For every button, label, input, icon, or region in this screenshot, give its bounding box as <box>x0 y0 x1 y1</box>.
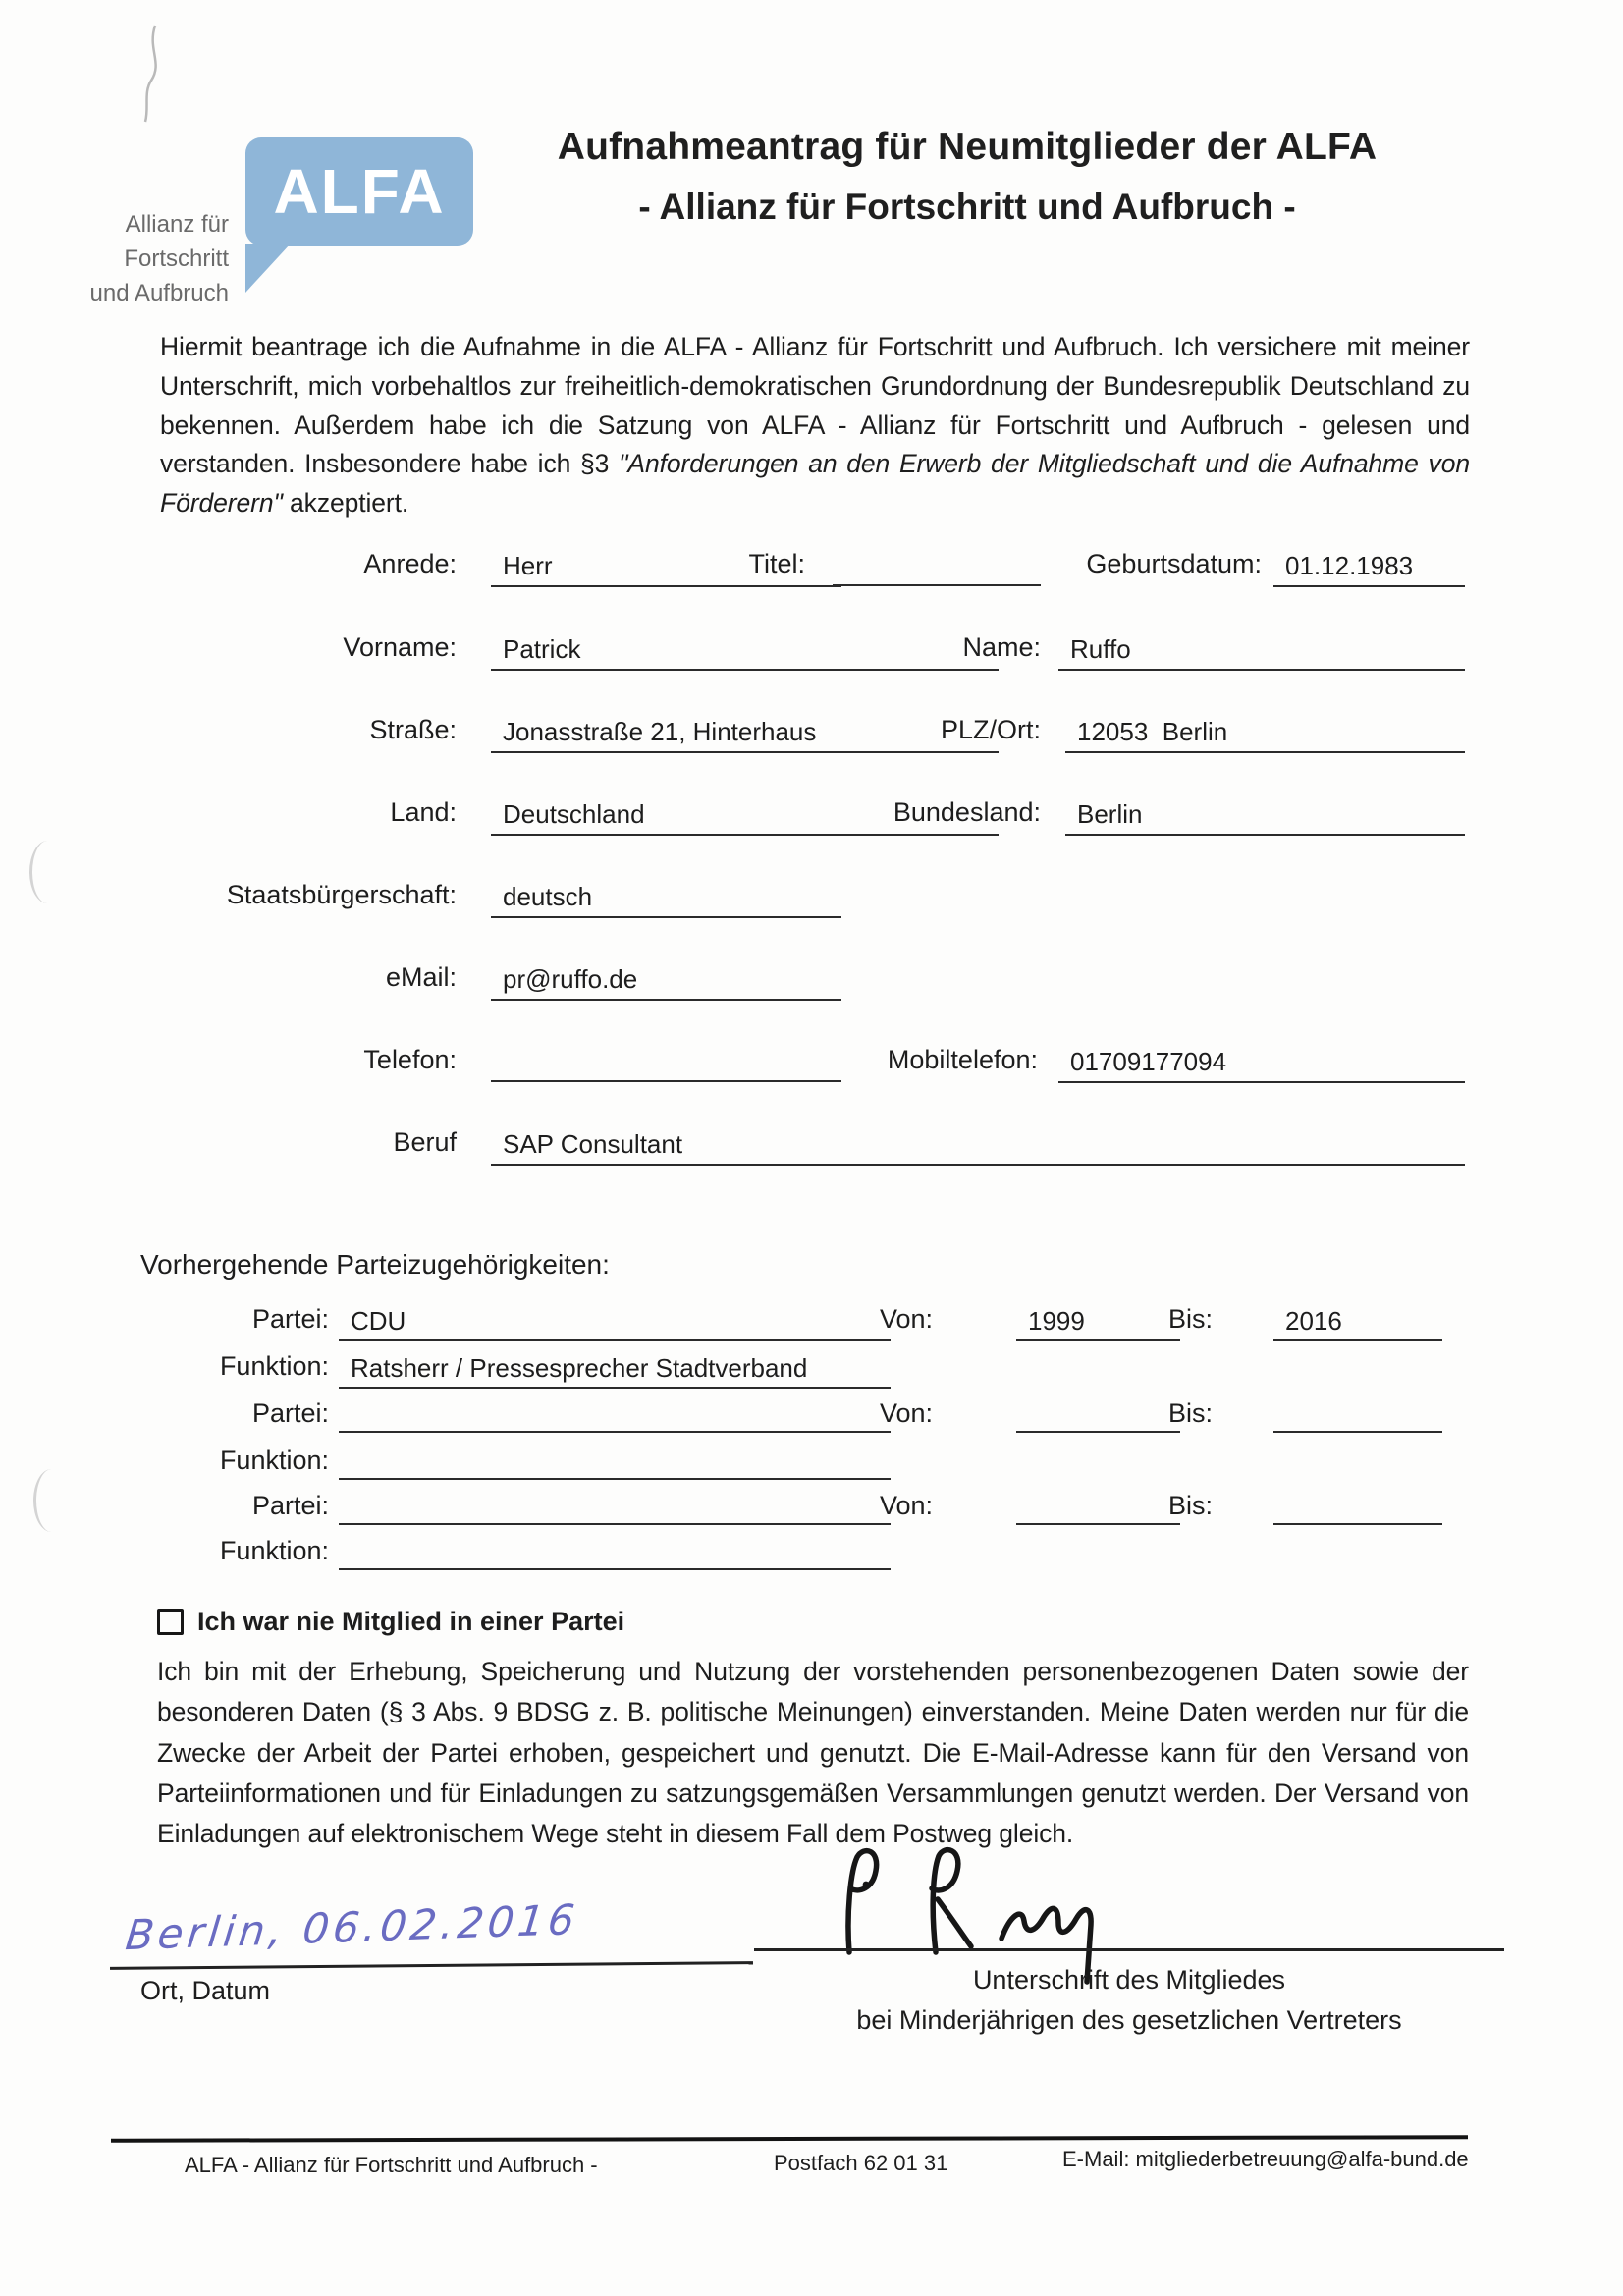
signature-caption <box>754 1960 1504 2040</box>
funktion-field-2 <box>339 1448 891 1480</box>
bis-field-1: 2016 <box>1273 1306 1442 1341</box>
consent-paragraph: Ich bin mit der Erhebung, Speicherung und Nutzung der vorstehenden personenbezogenen Daten sowie der besonderen Daten (§ 3 Abs. 9 BDSG z. B. politische Meinungen) einverstanden. Meine Daten werden nur für die Zwecke der Arbeit der Partei erhoben, gespeichert und genutzt. Die E-Mail-Adresse kann für den Versand von Parteiinformationen und für Einladungen zu satzungsgemäßen Versammlungen genutzt werden. Der Versand von Einladungen auf elektronischem Wege steht in diesem Fall dem Postweg gleich. <box>157 1657 1469 1849</box>
von-label: Von: <box>879 1491 933 1520</box>
mobiltelefon-label: Mobiltelefon: <box>887 1045 1038 1074</box>
partei-label: Partei: <box>251 1491 329 1520</box>
footer-org: ALFA - Allianz für Fortschritt und Aufbruch - <box>185 2153 598 2177</box>
bis-field-2 <box>1273 1400 1442 1433</box>
staatsbuergerschaft-label: Staatsbürgerschaft: <box>226 880 457 909</box>
anrede-field: Herr <box>491 551 841 587</box>
intro-paragraph <box>160 328 1470 523</box>
bis-label: Bis: <box>1167 1304 1213 1334</box>
form-row <box>0 880 1623 925</box>
von-field-1: 1999 <box>1016 1306 1180 1341</box>
form-row <box>0 1127 1623 1173</box>
bundesland-label: Bundesland: <box>893 797 1041 827</box>
beruf-field: SAP Consultant <box>491 1129 1465 1166</box>
footer-postfach: Postfach 62 01 31 <box>774 2151 948 2175</box>
partei-field-3 <box>339 1493 891 1525</box>
vorname-label: Vorname: <box>343 632 457 662</box>
signature-caption-line2: bei Minderjährigen des gesetzlichen Vertreters <box>856 2004 1402 2035</box>
plz-ort-field: 12053 Berlin <box>1065 717 1465 753</box>
party-row <box>0 1491 1623 1536</box>
form-row <box>0 632 1623 678</box>
form-title <box>471 126 1463 228</box>
footer-email: E-Mail: mitgliederbetreuung@alfa-bund.de <box>1062 2147 1469 2171</box>
von-label: Von: <box>879 1304 933 1334</box>
logo-tagline-line1: Allianz für <box>125 211 229 238</box>
logo-tagline-line2: Fortschritt <box>124 245 229 272</box>
speech-bubble-tail-icon <box>245 244 291 293</box>
titel-field <box>833 551 1041 586</box>
form-row <box>0 715 1623 760</box>
never-member-checkbox-row <box>157 1607 624 1637</box>
ort-datum-line <box>110 1961 753 1970</box>
funktion-label: Funktion: <box>219 1446 329 1475</box>
strasse-field: Jonasstraße 21, Hinterhaus <box>491 717 999 753</box>
bis-label: Bis: <box>1167 1491 1213 1520</box>
party-row <box>0 1446 1623 1491</box>
bundesland-field: Berlin <box>1065 799 1465 836</box>
form-row <box>0 797 1623 843</box>
email-label: eMail: <box>385 962 457 992</box>
form-row <box>0 1045 1623 1090</box>
beruf-label: Beruf <box>393 1127 457 1157</box>
funktion-label: Funktion: <box>219 1351 329 1381</box>
party-section-heading: Vorhergehende Parteizugehörigkeiten: <box>140 1249 610 1280</box>
anrede-label: Anrede: <box>363 549 457 578</box>
footer-rule <box>111 2135 1468 2143</box>
logo-tagline-line3: und Aufbruch <box>89 279 229 306</box>
party-row <box>0 1398 1623 1444</box>
plz-ort-label: PLZ/Ort: <box>940 715 1041 744</box>
form-row <box>0 549 1623 594</box>
handwritten-ort-datum: Berlin, 06.02.2016 <box>123 1894 581 1960</box>
funktion-field-3 <box>339 1538 891 1570</box>
partei-field-1: CDU <box>339 1306 891 1341</box>
logo-tagline <box>13 208 229 310</box>
party-row <box>0 1536 1623 1581</box>
mobiltelefon-field: 01709177094 <box>1058 1047 1465 1083</box>
partei-label: Partei: <box>251 1304 329 1334</box>
land-label: Land: <box>390 797 457 827</box>
vorname-field: Patrick <box>491 634 999 671</box>
intro-text-end: akzeptiert. <box>282 488 409 518</box>
titel-label: Titel: <box>748 549 805 578</box>
ort-datum-label: Ort, Datum <box>140 1976 271 2005</box>
name-field: Ruffo <box>1058 634 1465 671</box>
geburtsdatum-label: Geburtsdatum: <box>1086 549 1262 578</box>
bis-label: Bis: <box>1167 1398 1213 1428</box>
signature-line <box>754 1948 1504 1951</box>
alfa-logo-text: ALFA <box>273 156 446 227</box>
scan-artifact <box>128 20 187 128</box>
land-field: Deutschland <box>491 799 999 836</box>
telefon-field <box>491 1047 841 1082</box>
name-label: Name: <box>962 632 1041 662</box>
alfa-logo <box>245 137 473 246</box>
signature-caption-line1: Unterschrift des Mitgliedes <box>972 1965 1286 1995</box>
geburtsdatum-field: 01.12.1983 <box>1273 551 1465 587</box>
staatsbuergerschaft-field: deutsch <box>491 882 841 918</box>
von-label: Von: <box>879 1398 933 1428</box>
intro-text-italic: "Anforderungen an den Erwerb der Mitgliedschaft und die Aufnahme von Förderern" <box>160 449 1470 518</box>
party-row <box>0 1304 1623 1349</box>
form-title-line1: Aufnahmeantrag für Neumitglieder der ALFA <box>557 126 1378 168</box>
checkbox-unchecked-icon <box>157 1609 184 1635</box>
intro-text: Hiermit beantrage ich die Aufnahme in die ALFA - Allianz für Fortschritt und Aufbruch. Ich versichere mit meiner Unterschrift, mich vorbehaltlos zur freiheitlich-demokratischen Grundordnung der Bundesrepublik Deutschland zu bekennen. Außerdem habe ich die Satzung von ALFA - Allianz für Fortschritt und Aufbruch - gelesen und verstanden. Insbesondere habe ich §3 <box>160 332 1470 479</box>
funktion-field-1: Ratsherr / Pressesprecher Stadtverband <box>339 1353 891 1389</box>
funktion-label: Funktion: <box>219 1536 329 1565</box>
strasse-label: Straße: <box>369 715 457 744</box>
party-row <box>0 1351 1623 1396</box>
bis-field-3 <box>1273 1493 1442 1525</box>
never-member-checkbox-label: Ich war nie Mitglied in einer Partei <box>197 1607 625 1636</box>
form-row <box>0 962 1623 1008</box>
email-field: pr@ruffo.de <box>491 964 841 1001</box>
telefon-label: Telefon: <box>363 1045 457 1074</box>
partei-label: Partei: <box>251 1398 329 1428</box>
partei-field-2 <box>339 1400 891 1433</box>
form-title-line2: - Allianz für Fortschritt und Aufbruch - <box>638 187 1296 227</box>
